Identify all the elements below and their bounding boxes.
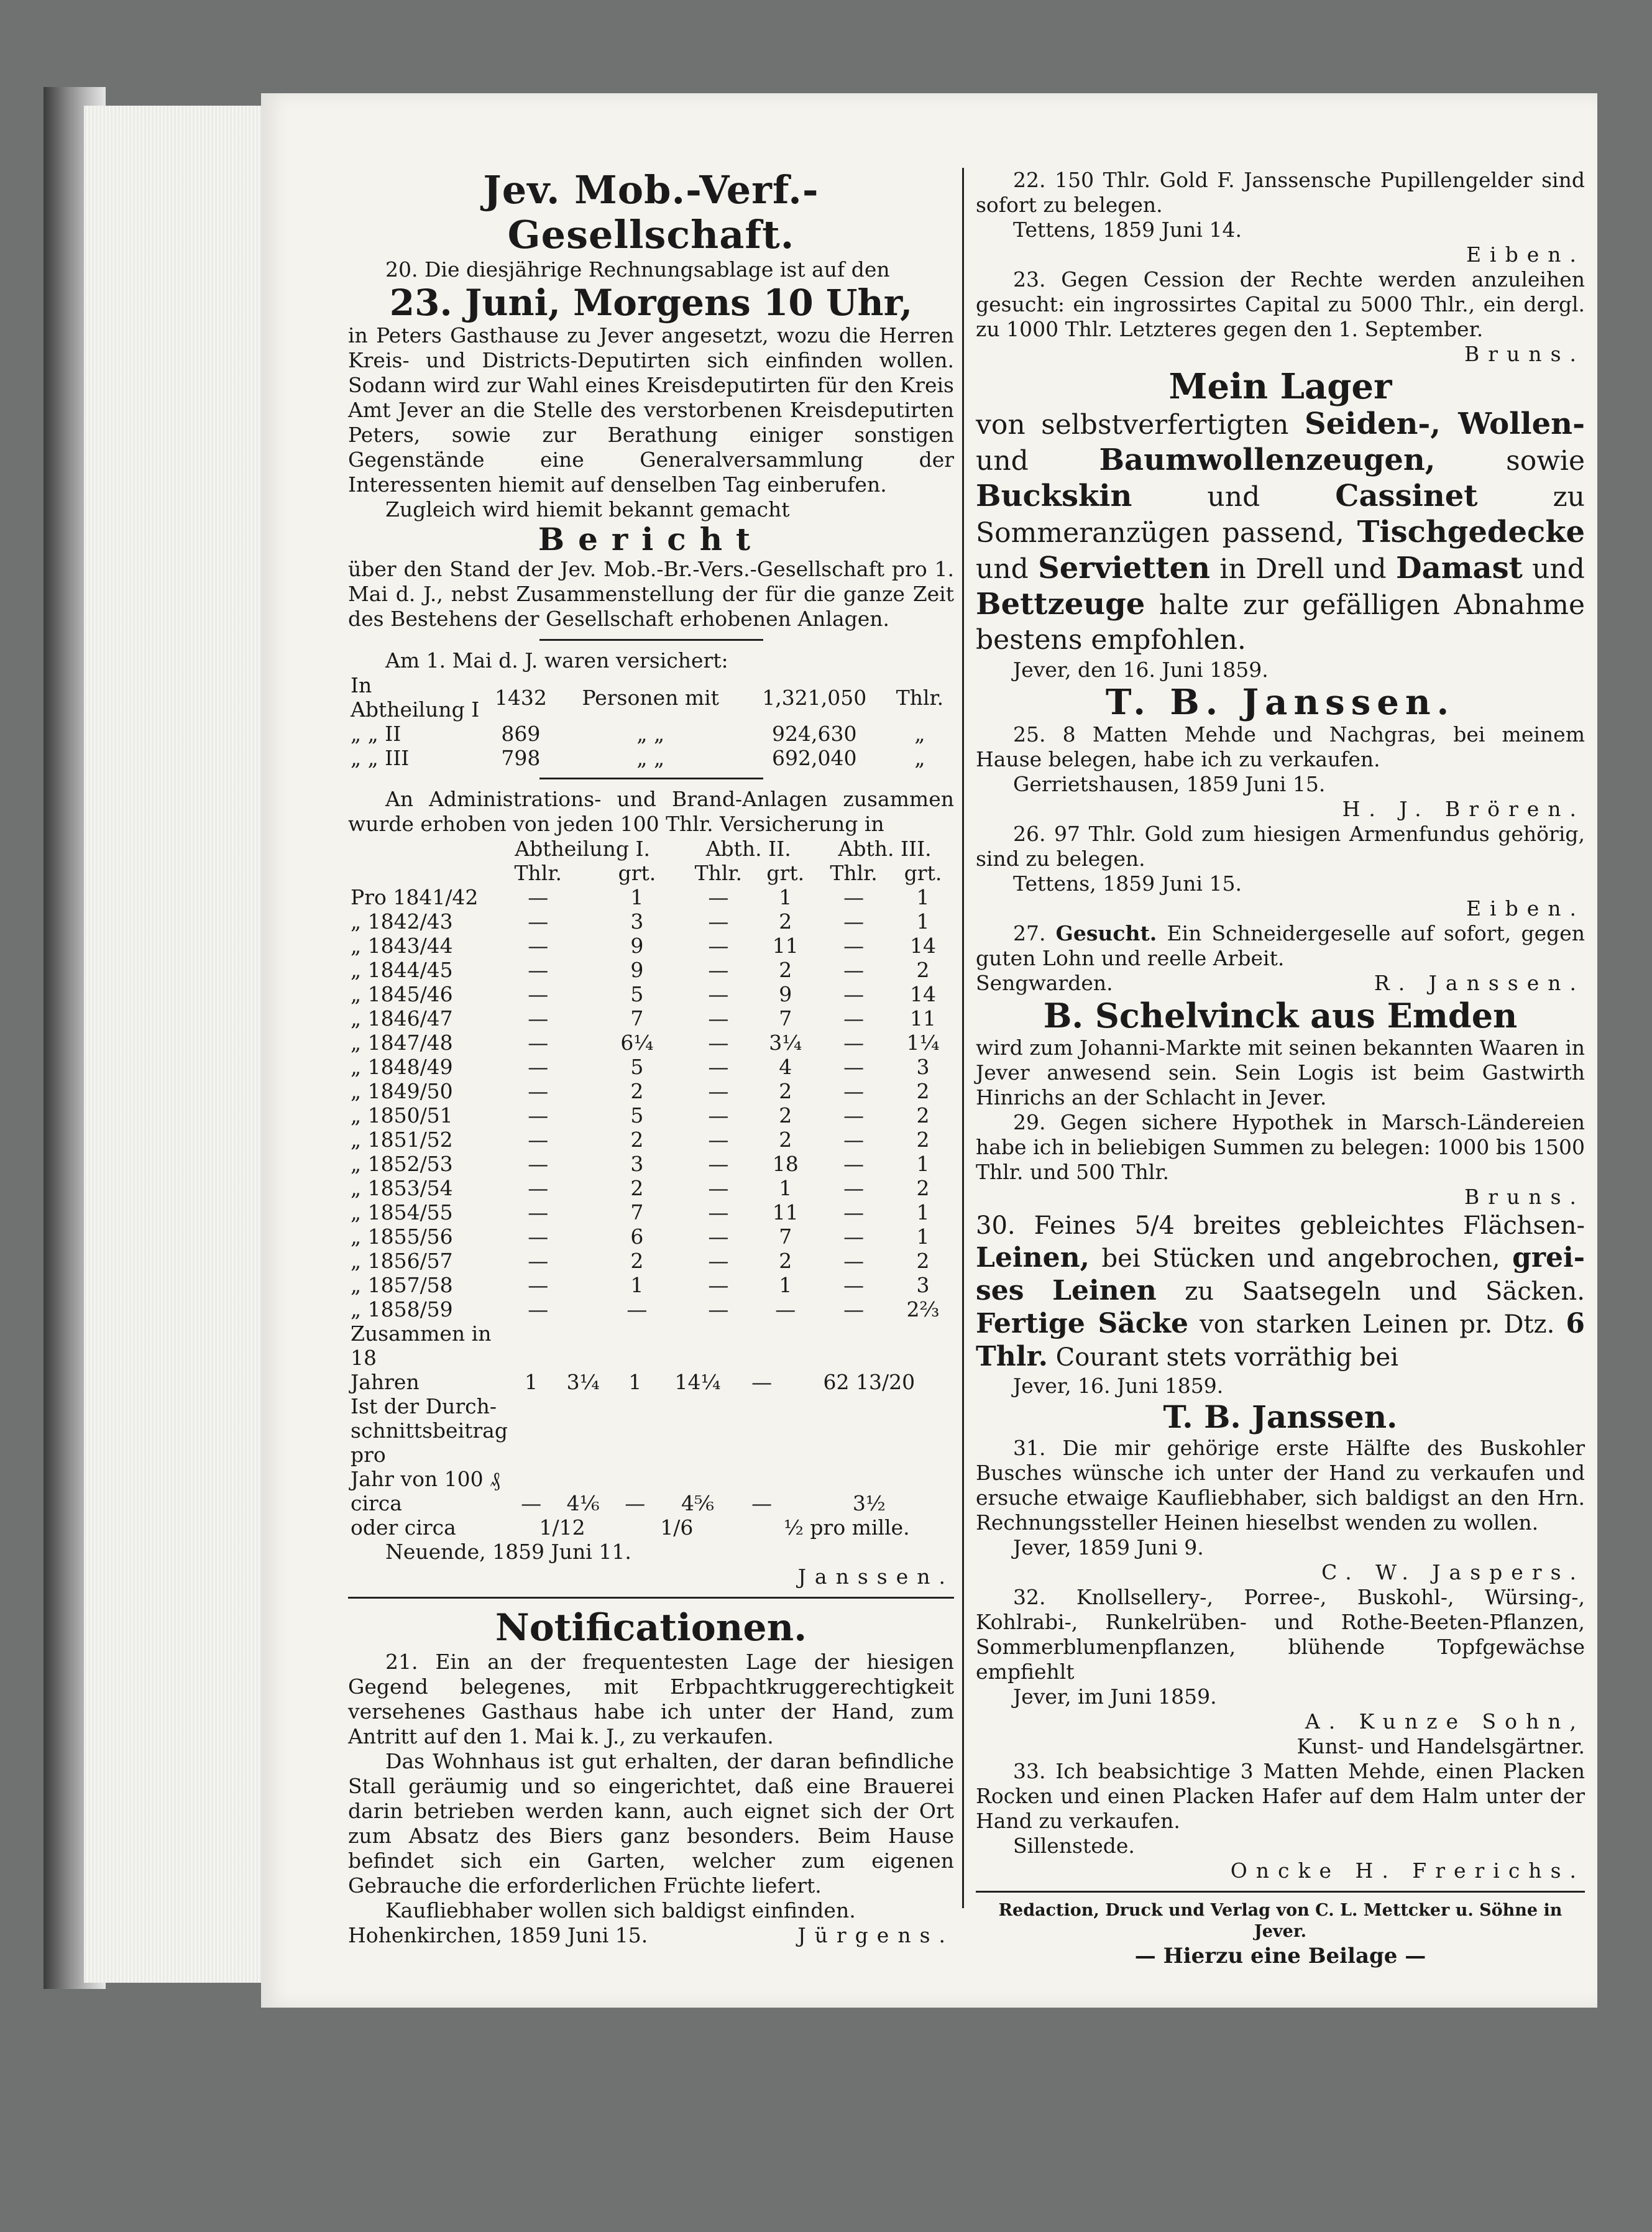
value-cell: 7 xyxy=(630,1006,644,1031)
year-cell: „ 1858/59 xyxy=(351,1297,453,1321)
value-cell: 1 xyxy=(916,909,930,934)
value-cell: — xyxy=(626,1297,648,1321)
value-cell: — xyxy=(843,1176,865,1200)
notice-21-signer: Jürgens. xyxy=(797,1923,954,1947)
value-cell: 7 xyxy=(779,1224,792,1249)
notice-32-place: Jever, im Juni 1859. xyxy=(1013,1684,1217,1709)
value-cell: — xyxy=(843,1031,865,1055)
year-cell: „ 1846/47 xyxy=(351,1006,453,1031)
table-row: schnittsbeitrag pro xyxy=(351,1418,508,1467)
notice-26-signer: Eiben. xyxy=(1466,896,1585,921)
year-cell: „ 1851/52 xyxy=(351,1127,453,1152)
value-cell: — xyxy=(843,1055,865,1079)
notice-25-signer: H. J. Brören. xyxy=(1342,797,1585,821)
value-cell: 1 xyxy=(779,1176,792,1200)
left-column xyxy=(348,168,954,1948)
value-cell: 2 xyxy=(630,1176,644,1200)
value-cell: — xyxy=(708,1273,729,1297)
value-cell: — xyxy=(528,1127,549,1152)
lager-firm: T. B. Janssen. xyxy=(1105,682,1456,723)
notice-29-body: 29. Gegen sichere Hypothek in Marsch-Ländereien habe ich in beliebigen Summen zu belegen: 1000 bis 1500 Thlr. und 500 Thlr. xyxy=(976,1110,1585,1184)
year-cell: „ 1852/53 xyxy=(351,1152,453,1176)
newspaper-page xyxy=(261,93,1597,2008)
divider xyxy=(539,639,763,641)
right-column xyxy=(976,168,1585,1970)
value-cell: 2 xyxy=(916,1249,930,1273)
table-row xyxy=(348,1176,954,1200)
levy-text: An Administrations- und Brand-Anlagen zusammen wurde erhoben von jeden 100 Thlr. Versicherung in xyxy=(348,787,954,836)
notice-28-body: wird zum Johanni-Markte mit seinen bekannten Waaren in Jever anwesend sein. Sein Logis ist beim Gastwirth Hinrichs an der Schlacht in Jever. xyxy=(976,1036,1585,1109)
value-cell: — xyxy=(528,909,549,934)
levy-table xyxy=(348,837,954,1321)
notice-33-signer: Oncke H. Frerichs. xyxy=(1230,1858,1585,1883)
year-cell: „ 1848/49 xyxy=(351,1055,453,1079)
value-cell: 2 xyxy=(630,1127,644,1152)
value-cell: 1 xyxy=(916,1200,930,1224)
notice-31-signer: C. W. Jaspers. xyxy=(1321,1560,1585,1584)
value-cell: — xyxy=(528,1031,549,1055)
notice-31-place: Jever, 1859 Juni 9. xyxy=(1013,1535,1204,1559)
notice-29-signer: Bruns. xyxy=(1464,1185,1585,1209)
table-row: Ist der Durch- xyxy=(351,1394,497,1418)
notice-26-place: Tettens, 1859 Juni 15. xyxy=(1013,871,1242,896)
notice-27-place: Sengwarden. xyxy=(976,971,1113,995)
table-subheader-row: Thlr. grt. Thlr. grt. Thlr. grt. xyxy=(514,861,942,885)
value-cell: 2 xyxy=(916,1127,930,1152)
value-cell: 11 xyxy=(772,1200,799,1224)
notice-21-call: Kaufliebhaber wollen sich baldigst einfinden. xyxy=(385,1898,856,1922)
table-row xyxy=(348,958,954,982)
value-cell: 7 xyxy=(630,1200,644,1224)
table-row xyxy=(348,885,954,909)
value-cell: 3 xyxy=(916,1273,930,1297)
value-cell: 3 xyxy=(630,1152,644,1176)
table-row xyxy=(348,934,954,958)
value-cell: — xyxy=(843,1006,865,1031)
value-cell: — xyxy=(843,934,865,958)
value-cell: — xyxy=(843,1249,865,1273)
table-row xyxy=(348,1273,954,1297)
page-content xyxy=(348,167,1585,1970)
value-cell: 2 xyxy=(779,958,792,982)
value-cell: 18 xyxy=(772,1152,799,1176)
bericht-signer: Janssen. xyxy=(797,1564,954,1589)
value-cell: 2 xyxy=(630,1249,644,1273)
notice-32-title: Kunst- und Handelsgärtner. xyxy=(1296,1734,1585,1758)
value-cell: 4 xyxy=(779,1055,792,1079)
value-cell: — xyxy=(775,1297,796,1321)
value-cell: 2⅔ xyxy=(906,1297,940,1321)
value-cell: 2 xyxy=(630,1079,644,1103)
value-cell: — xyxy=(528,1079,549,1103)
notifications-heading: Notificationen. xyxy=(495,1606,807,1650)
value-cell: — xyxy=(528,1273,549,1297)
column-rule xyxy=(962,168,964,1908)
notice-20-date: 23. Juni, Morgens 10 Uhr, xyxy=(389,282,913,324)
imprint-line: Redaction, Druck und Verlag von C. L. Mettcker u. Söhne in Jever. xyxy=(998,1901,1563,1941)
value-cell: — xyxy=(708,885,729,909)
value-cell: 2 xyxy=(779,1079,792,1103)
notice-20-body: in Peters Gasthause zu Jever angesetzt, wozu die Herren Kreis- und Districts-Deputirten sich einfinden wollen. Sodann wird zur Wahl eines Kreisdeputirten für den Kreis Amt Jever an die Stelle des verstorbenen Kreisdeputirten Peters, sowie zur Berathung einiger sonstigen Gegenstände eine Generalversammlung der Interessenten hiemit auf denselben Tag einberufen. xyxy=(348,323,954,497)
value-cell: — xyxy=(843,1152,865,1176)
value-cell: — xyxy=(528,1103,549,1127)
table-row xyxy=(348,1031,954,1055)
value-cell: — xyxy=(708,1152,729,1176)
notice-25-place: Gerrietshausen, 1859 Juni 15. xyxy=(1013,772,1326,796)
lager-ad: von selbstverfertigten Seiden-, Wollen- und Baumwollenzeugen, sowie Buckskin und Cassinet zu Sommeranzügen passend, Tischgedecke und Servietten in Drell und Damast und Bettzeuge halte zur gefälligen Abnahme bestens empfohlen. xyxy=(976,406,1585,656)
value-cell: — xyxy=(843,1103,865,1127)
table-row xyxy=(348,1006,954,1031)
table-row xyxy=(348,1055,954,1079)
value-cell: 2 xyxy=(779,1103,792,1127)
value-cell: — xyxy=(528,1224,549,1249)
value-cell: — xyxy=(843,1273,865,1297)
table-row xyxy=(348,1249,954,1273)
year-cell: „ 1853/54 xyxy=(351,1176,453,1200)
notice-30-place: Jever, 16. Juni 1859. xyxy=(1013,1374,1224,1398)
value-cell: 6 xyxy=(630,1224,644,1249)
table-row: circa — 4⅙ — 4⅚ — 3½ xyxy=(351,1491,886,1515)
divider xyxy=(976,1891,1585,1893)
value-cell: 6¼ xyxy=(620,1031,654,1055)
notice-27-footer xyxy=(976,971,1585,996)
value-cell: 2 xyxy=(916,1176,930,1200)
value-cell: — xyxy=(528,1200,549,1224)
table-row xyxy=(348,1224,954,1249)
notice-22-place: Tettens, 1859 Juni 14. xyxy=(1013,218,1242,242)
notice-31-body: 31. Die mir gehörige erste Hälfte des Buskohler Busches wünsche ich unter der Hand zu verkaufen und ersuche etwaige Kaufliebhaber, sich baldigst an den Hrn. Rechnungssteller Heinen hieselbst wenden zu wollen. xyxy=(976,1436,1585,1535)
year-cell: Pro 1841/42 xyxy=(351,885,479,909)
bericht-heading: Bericht xyxy=(538,521,764,558)
value-cell: — xyxy=(528,982,549,1006)
year-cell: „ 1844/45 xyxy=(351,958,453,982)
value-cell: 1 xyxy=(916,1224,930,1249)
value-cell: 1 xyxy=(916,1152,930,1176)
notice-25-body: 25. 8 Matten Mehde und Nachgras, bei meinem Hause belegen, habe ich zu verkaufen. xyxy=(976,722,1585,771)
page-stack-edges xyxy=(84,106,284,1983)
value-cell: 3 xyxy=(630,909,644,934)
value-cell: 5 xyxy=(630,1103,644,1127)
table-row xyxy=(348,1127,954,1152)
year-cell: „ 1845/46 xyxy=(351,982,453,1006)
notice-33-body: 33. Ich beabsichtige 3 Matten Mehde, einen Placken Rocken und einen Placken Hafer auf dem Halm unter der Hand zu verkaufen. xyxy=(976,1759,1585,1833)
value-cell: 2 xyxy=(779,1127,792,1152)
value-cell: 2 xyxy=(916,958,930,982)
notice-32-body: 32. Knollsellery-, Porree-, Buskohl-, Würsing-, Kohlrabi-, Runkelrüben- und Rothe-Beeten-Pflanzen, Sommerblumenpflanzen, blühende Topfgewächse empfiehlt xyxy=(976,1585,1585,1684)
divider xyxy=(348,1597,954,1599)
table-row xyxy=(348,1103,954,1127)
value-cell: 1 xyxy=(779,1273,792,1297)
value-cell: — xyxy=(843,1200,865,1224)
value-cell: — xyxy=(708,1006,729,1031)
table-row xyxy=(348,982,954,1006)
value-cell: — xyxy=(843,958,865,982)
bericht-place-date: Neuende, 1859 Juni 11. xyxy=(385,1540,631,1564)
divider xyxy=(539,778,763,779)
value-cell: 1 xyxy=(916,885,930,909)
value-cell: — xyxy=(843,982,865,1006)
value-cell: 2 xyxy=(779,1249,792,1273)
value-cell: 11 xyxy=(772,934,799,958)
table-header-row: Abtheilung I. Abth. II. Abth. III. xyxy=(515,837,932,861)
notice-30-firm: T. B. Janssen. xyxy=(1163,1398,1398,1435)
year-cell: „ 1855/56 xyxy=(351,1224,453,1249)
value-cell: — xyxy=(528,1297,549,1321)
notice-21-place: Hohenkirchen, 1859 Juni 15. xyxy=(348,1923,648,1947)
table-row: Jahr von 100 ₰ xyxy=(351,1467,500,1491)
value-cell: 2 xyxy=(779,909,792,934)
table-row: Jahren 1 3¼ 1 14¼ — 62 13/20 xyxy=(351,1370,915,1394)
lager-place: Jever, den 16. Juni 1859. xyxy=(1013,658,1269,682)
table-row xyxy=(348,1297,954,1321)
notice-32-signer: A. Kunze Sohn, xyxy=(1305,1709,1585,1734)
value-cell: 9 xyxy=(630,958,644,982)
value-cell: — xyxy=(528,934,549,958)
value-cell: 11 xyxy=(910,1006,937,1031)
value-cell: 1 xyxy=(779,885,792,909)
value-cell: — xyxy=(708,1079,729,1103)
value-cell: — xyxy=(843,1079,865,1103)
value-cell: — xyxy=(528,1152,549,1176)
value-cell: — xyxy=(528,1176,549,1200)
value-cell: — xyxy=(708,1176,729,1200)
value-cell: — xyxy=(528,885,549,909)
notice-23-body: 23. Gegen Cession der Rechte werden anzuleihen gesucht: ein ingrossirtes Capital zu 5000 Thlr., ein dergl. zu 1000 Thlr. Letzteres gegen den 1. September. xyxy=(976,267,1585,341)
value-cell: — xyxy=(528,1055,549,1079)
supplement-note: — Hierzu eine Beilage — xyxy=(1134,1944,1426,1968)
value-cell: 3 xyxy=(916,1055,930,1079)
table-row: Zusammen in 18 xyxy=(351,1321,492,1370)
year-cell: „ 1847/48 xyxy=(351,1031,453,1055)
table-row: In Abtheilung I 1432 Personen mit 1,321,050 Thlr. xyxy=(351,673,944,722)
schelvinck-heading: B. Schelvinck aus Emden xyxy=(1043,996,1518,1036)
notice-21-details: Das Wohnhaus ist gut erhalten, der daran befindliche Stall geräumig und so eingerichtet, daß eine Brauerei darin betrieben werden kann, auch eignet sich der Ort zum Absatz des Biers ganz besonders. Beim Hause befindet sich ein Garten, welcher zum eigenen Gebrauche die erforderlichen Früchte liefert. xyxy=(348,1749,954,1898)
table-row: „ „ III 798 „ „ 692,040 „ xyxy=(351,746,925,770)
notice-22-signer: Eiben. xyxy=(1466,242,1585,267)
value-cell: — xyxy=(708,1200,729,1224)
table-row xyxy=(348,1079,954,1103)
value-cell: — xyxy=(708,1249,729,1273)
notice-23-signer: Bruns. xyxy=(1464,342,1585,366)
value-cell: — xyxy=(528,958,549,982)
notice-22-body: 22. 150 Thlr. Gold F. Janssensche Pupillengelder sind sofort zu belegen. xyxy=(976,168,1585,217)
notice-21-footer xyxy=(348,1923,954,1948)
value-cell: — xyxy=(843,1127,865,1152)
year-cell: „ 1857/58 xyxy=(351,1273,453,1297)
value-cell: — xyxy=(708,909,729,934)
value-cell: 1¼ xyxy=(906,1031,940,1055)
year-cell: „ 1850/51 xyxy=(351,1103,453,1127)
table-row xyxy=(348,1152,954,1176)
table-row xyxy=(348,1200,954,1224)
year-cell: „ 1854/55 xyxy=(351,1200,453,1224)
value-cell: 5 xyxy=(630,1055,644,1079)
notice-33-place: Sillenstede. xyxy=(1013,1834,1135,1858)
value-cell: — xyxy=(708,1103,729,1127)
value-cell: 14 xyxy=(910,982,937,1006)
notice-30-body: 30. Feines 5/4 breites gebleichtes Flächsen- Leinen, bei Stücken und angebrochen, grei- ses Leinen zu Saatsegeln und Säcken. Fertige Säcke von starken Leinen pr. Dtz. 6 Thlr. Courant stets vorräthig bei xyxy=(976,1211,1585,1372)
value-cell: 1 xyxy=(630,1273,644,1297)
value-cell: 1 xyxy=(630,885,644,909)
levy-summary-table xyxy=(348,1321,954,1540)
value-cell: — xyxy=(708,1224,729,1249)
lager-heading: Mein Lager xyxy=(1168,366,1392,407)
value-cell: — xyxy=(843,909,865,934)
value-cell: 9 xyxy=(630,934,644,958)
table-row: oder circa 1/12 1/6 ½ pro mille. xyxy=(351,1515,910,1540)
notice-27-body: 27. Gesucht. Ein Schneidergeselle auf sofort, gegen guten Lohn und reelle Arbeit. xyxy=(976,921,1585,970)
value-cell: — xyxy=(708,934,729,958)
society-title: Jev. Mob.-Verf.-Gesellschaft. xyxy=(483,167,819,257)
value-cell: — xyxy=(843,1224,865,1249)
table-row: „ „ II 869 „ „ 924,630 „ xyxy=(351,722,925,746)
insured-table xyxy=(348,673,954,770)
notice-26-body: 26. 97 Thlr. Gold zum hiesigen Armenfundus gehörig, sind zu belegen. xyxy=(976,822,1585,871)
value-cell: — xyxy=(708,958,729,982)
value-cell: — xyxy=(528,1006,549,1031)
value-cell: 7 xyxy=(779,1006,792,1031)
value-cell: 5 xyxy=(630,982,644,1006)
table-row xyxy=(348,909,954,934)
value-cell: — xyxy=(708,1031,729,1055)
year-cell: „ 1842/43 xyxy=(351,909,453,934)
value-cell: 14 xyxy=(910,934,937,958)
notice-20-intro: 20. Die diesjährige Rechnungsablage ist auf den xyxy=(385,257,890,282)
value-cell: — xyxy=(708,982,729,1006)
value-cell: — xyxy=(708,1055,729,1079)
value-cell: 3¼ xyxy=(769,1031,802,1055)
notice-20-announce: Zugleich wird hiemit bekannt gemacht xyxy=(385,497,790,521)
notice-21-body: 21. Ein an der frequentesten Lage der hiesigen Gegend belegenes, mit Erbpachtkruggerechtigkeit versehenes Gasthaus habe ich unter der Hand, zum Antritt auf den 1. Mai k. J., zu verkaufen. xyxy=(348,1650,954,1748)
value-cell: — xyxy=(843,1297,865,1321)
bericht-text: über den Stand der Jev. Mob.-Br.-Vers.-Gesellschaft pro 1. Mai d. J., nebst Zusammenstellung der für die ganze Zeit des Bestehens der Gesellschaft erhobenen Anlagen. xyxy=(348,557,954,631)
value-cell: 2 xyxy=(916,1103,930,1127)
value-cell: — xyxy=(708,1297,729,1321)
value-cell: 2 xyxy=(916,1079,930,1103)
value-cell: — xyxy=(843,885,865,909)
notice-27-signer: R. Janssen. xyxy=(1374,971,1585,995)
insured-heading: Am 1. Mai d. J. waren versichert: xyxy=(385,648,728,673)
value-cell: — xyxy=(528,1249,549,1273)
year-cell: „ 1856/57 xyxy=(351,1249,453,1273)
value-cell: — xyxy=(708,1127,729,1152)
year-cell: „ 1843/44 xyxy=(351,934,453,958)
year-cell: „ 1849/50 xyxy=(351,1079,453,1103)
value-cell: 9 xyxy=(779,982,792,1006)
